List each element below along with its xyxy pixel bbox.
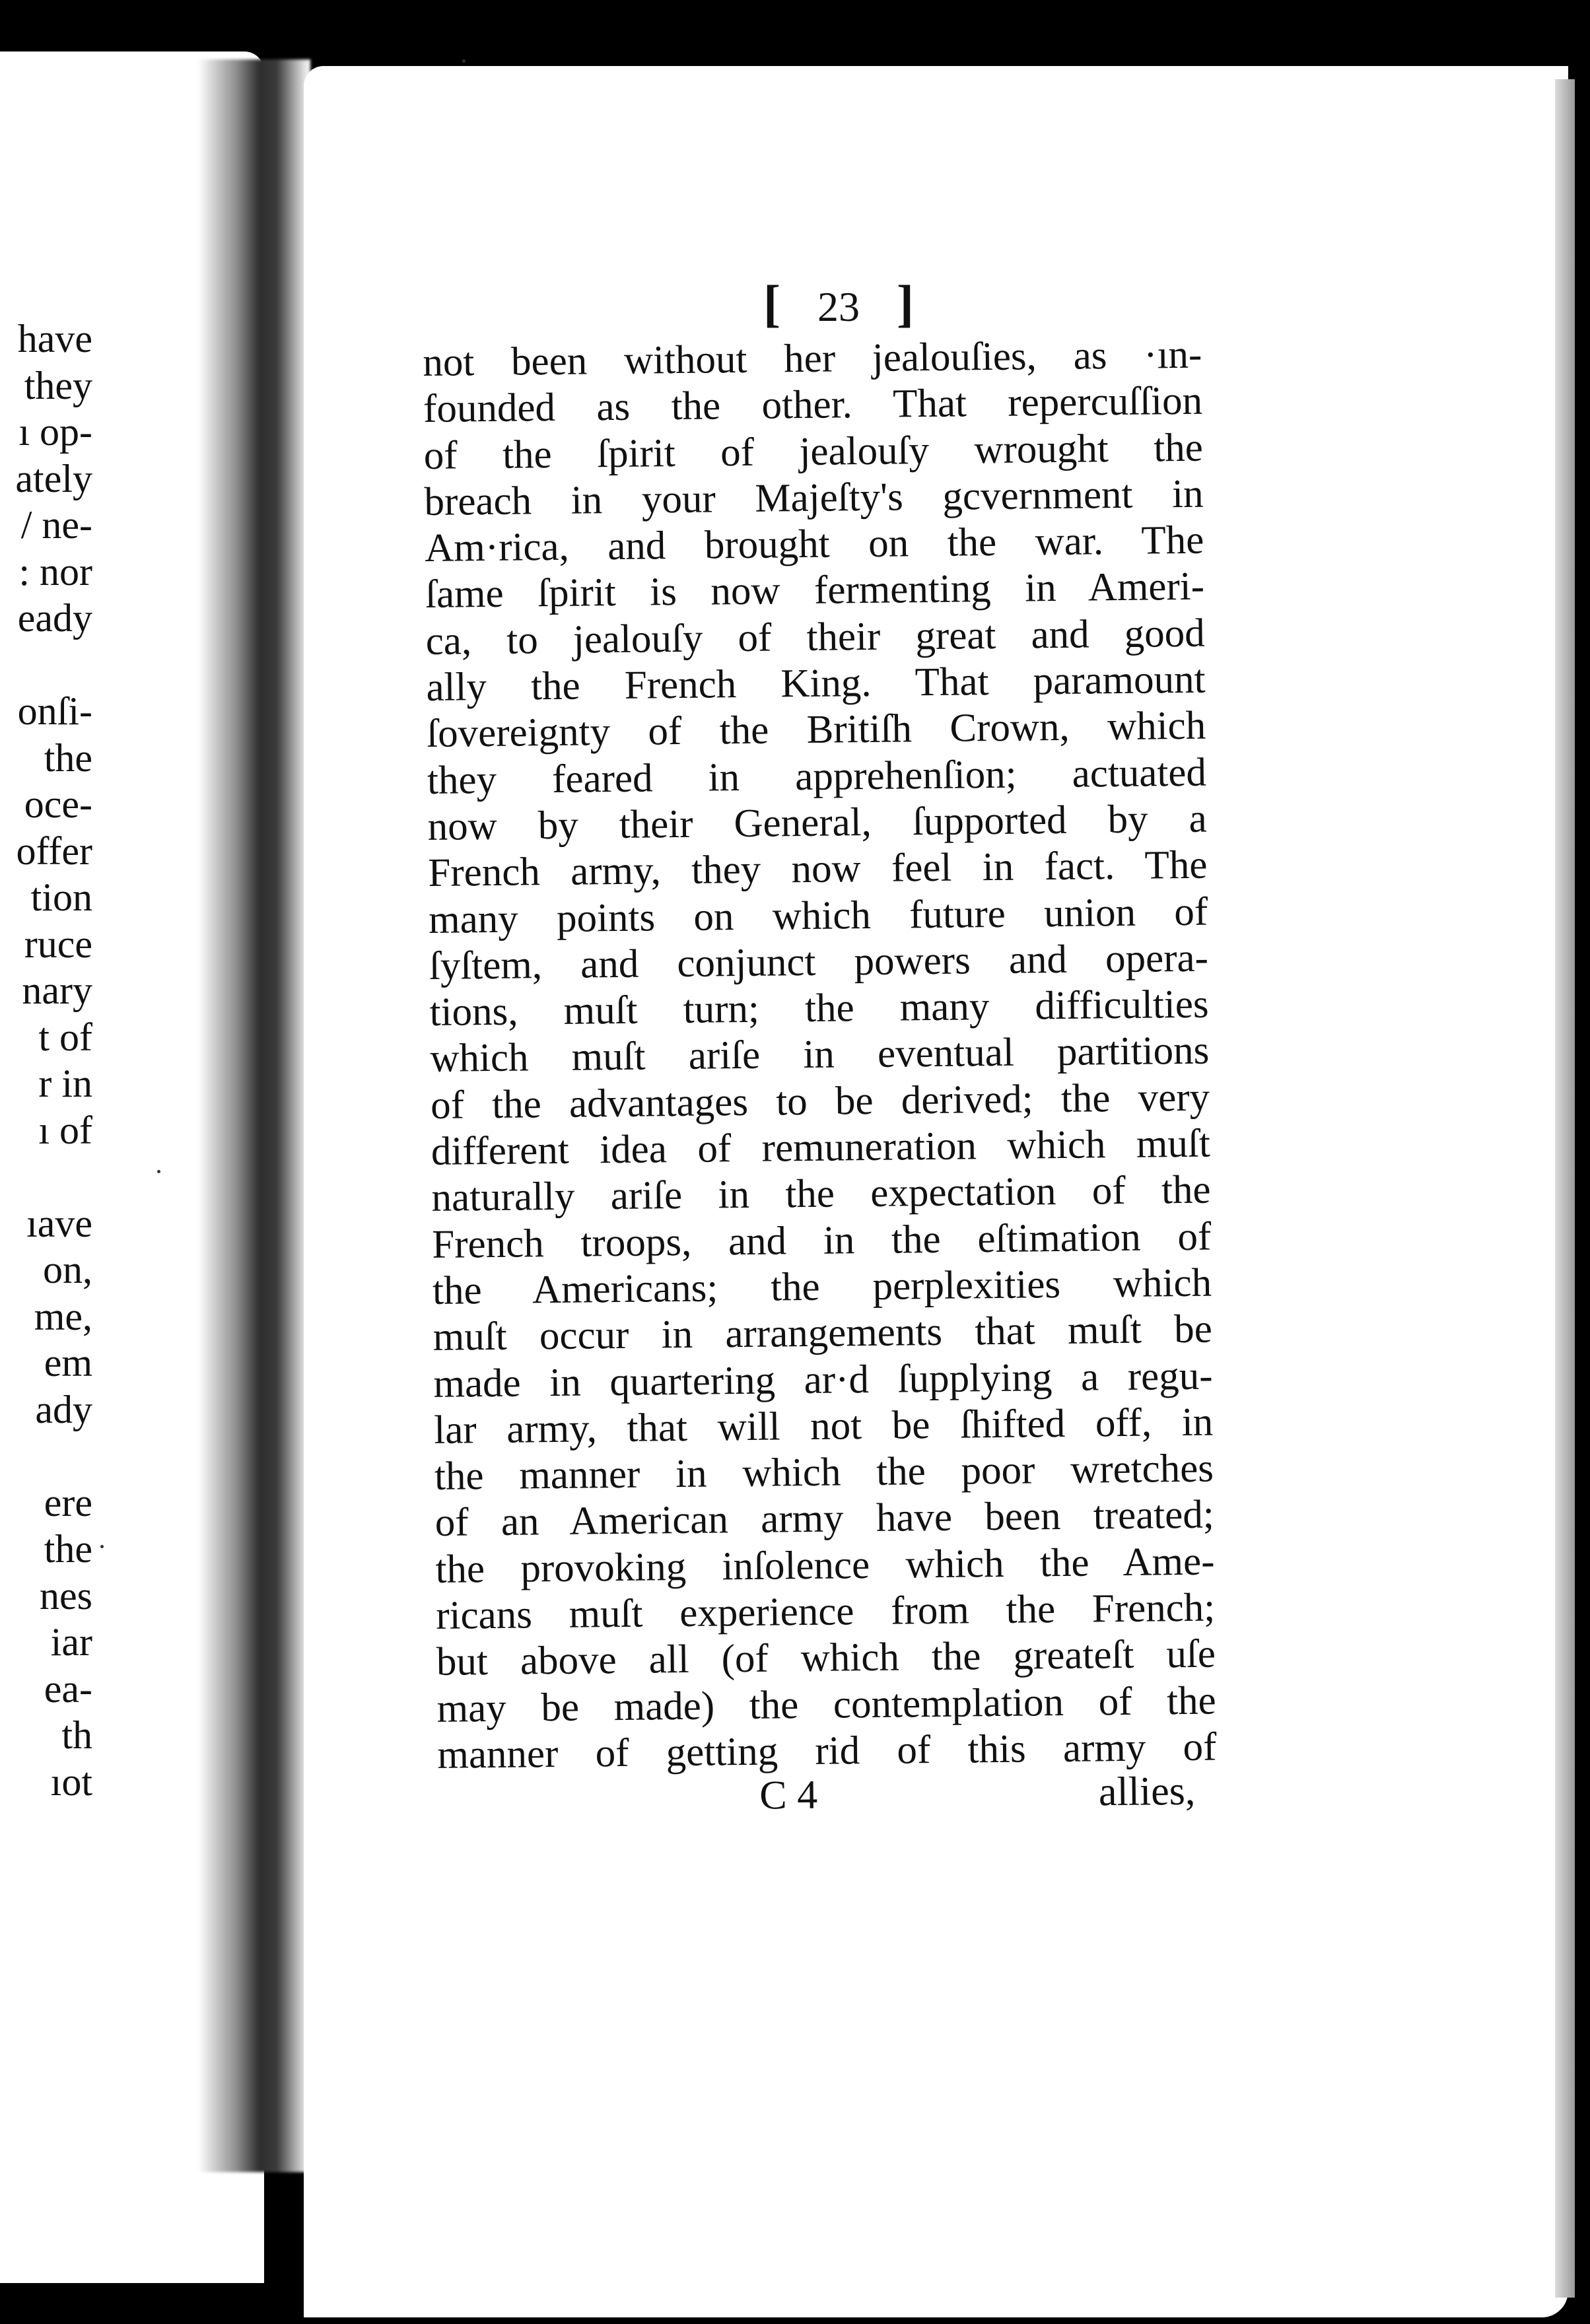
page-header [740,274,938,332]
left-page-line: offer [16,829,92,873]
text-line: may be made) the contemplation of the [436,1678,1216,1731]
text-line: they feared in apprehenſion; actuated [427,750,1207,803]
text-line: made in quartering ar·d ſupplying a regu- [433,1353,1213,1406]
left-page-line: ere [44,1480,92,1524]
left-page-line: em [44,1341,92,1384]
left-page-line: ı op- [18,410,92,454]
text-line: now by their General, ſupported by a [427,796,1208,849]
left-page-line: ıave [26,1201,92,1245]
left-page-line: have [17,317,92,360]
left-page-line: iar [50,1620,92,1664]
text-line: but above all (of which the greateſt uſe [436,1631,1216,1685]
left-page-line: ıot [50,1760,92,1804]
signature-mark: C 4 [759,1772,818,1818]
left-page-line: ruce [24,922,92,966]
text-line: ſame ſpirit is now fermenting in Ameri- [425,564,1205,617]
main-text-block [423,332,1217,1779]
text-line: Am·rica, and brought on the war. The [424,518,1204,571]
left-page-line: tion [30,875,92,919]
left-page-line: onſi- [17,689,92,733]
left-page-line: ady [35,1387,92,1431]
right-page-edge [1555,79,1575,2298]
text-line: ally the French King. That paramount [426,657,1206,710]
left-page-line: ea- [44,1666,92,1711]
text-line: breach in your Majeſty's gcvernment in [424,471,1204,524]
left-page-line: t of [38,1015,92,1059]
text-line: the provoking inſolence which the Ame- [435,1539,1215,1592]
text-line: muſt occur in arrangements that muſt be [432,1307,1213,1360]
left-page-line: th [61,1713,92,1757]
book-gutter-shadow [198,59,310,2172]
text-line: French troops, and in the eſtimation of [431,1214,1212,1267]
left-page-line: eady [17,596,92,640]
text-line: the manner in which the poor wretches [434,1446,1214,1499]
text-line: many points on which future union of [428,889,1208,942]
text-line: manner of getting rid of this army of [437,1725,1217,1777]
paper-speck [100,1545,104,1548]
page-number: 23 [817,283,860,330]
left-page-line: the [44,1527,92,1571]
left-page-line: r in [38,1062,92,1105]
text-line: French army, they now feel in fact. The [428,842,1208,896]
left-page-line: the [44,735,92,780]
left-page-line: they [24,363,92,407]
text-line: ſovereignty of the Britiſh Crown, which [426,703,1206,757]
text-line: tions, muſt turn; the many difficulties [429,982,1209,1035]
left-page-text-fragment [0,316,92,1805]
paper-speck [157,1170,160,1173]
text-line: the Americans; the perplexities which [432,1260,1212,1313]
text-line: different idea of remuneration which muſt [431,1121,1211,1174]
text-line: lar army, that will not be ſhifted off, in [433,1400,1214,1452]
left-page-line: : nor [18,549,92,594]
text-line: ricans muſt experience from the French; [435,1585,1216,1638]
left-page-line: oce- [24,782,92,826]
left-page-line: on, [43,1248,92,1291]
text-line: not been without her jealouſies, as ·ın- [423,332,1202,385]
page-footer [423,1768,1196,1829]
text-line: naturally ariſe in the expectation of the [431,1167,1211,1221]
text-line: of the ſpirit of jealouſy wrought the [423,425,1204,478]
left-page-line: nes [40,1573,92,1618]
left-page-line: nary [22,969,92,1012]
left-page-line [0,642,92,689]
text-line: which muſt ariſe in eventual partitions [430,1029,1210,1081]
text-line: of the advantages to be derived; the very [430,1075,1210,1128]
left-page-line: ı of [38,1108,92,1152]
left-page-line [0,1433,92,1480]
paper-speck [462,59,466,63]
left-page-line: ately [15,456,92,500]
left-page-line: / ne- [20,503,92,547]
header-open-bracket: [ [763,275,780,332]
catchword: allies, [1098,1768,1196,1815]
left-page-line: me, [34,1294,92,1338]
text-line: ſyſtem, and conjunct powers and opera- [429,936,1209,988]
text-line: of an American army have been treated; [434,1492,1215,1546]
text-line: ca, to jealouſy of their great and good [425,611,1206,664]
left-page-line [0,1153,92,1200]
text-line: founded as the other. That repercuſſion [423,378,1203,432]
header-close-bracket: ] [897,275,914,332]
